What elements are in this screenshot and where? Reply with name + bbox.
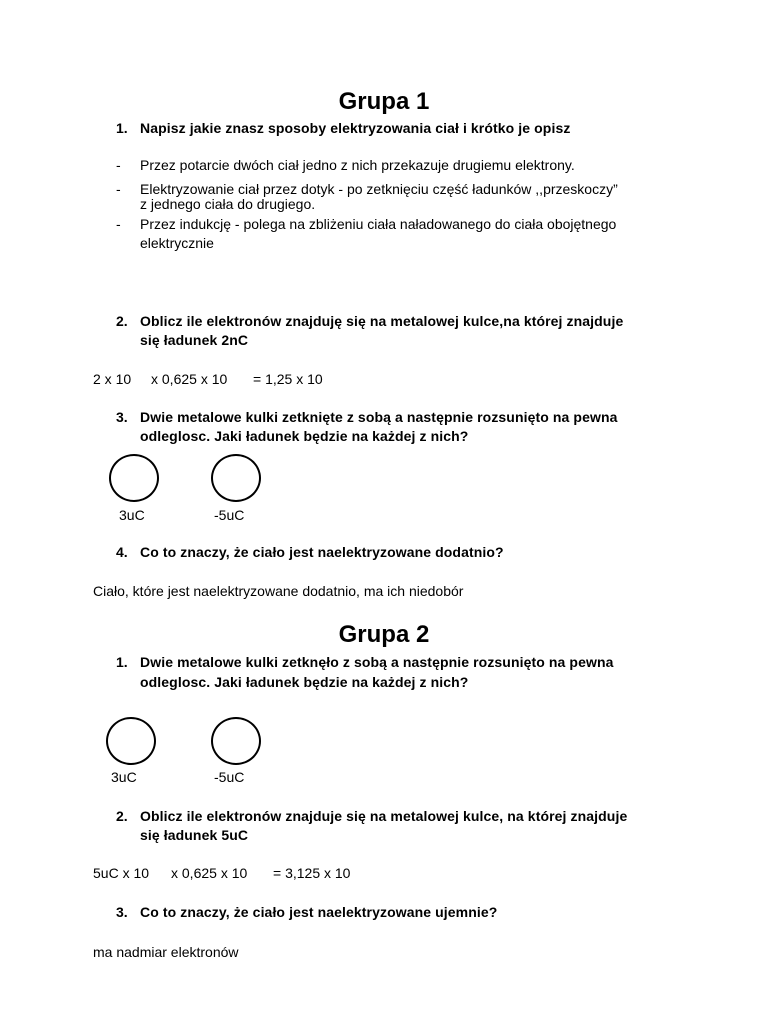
g2-q1-question-line2: odleglosc. Jaki ładunek będzie na każdej z nich?	[140, 674, 469, 690]
g2-q2-question-line1: Oblicz ile elektronów znajduje się na metalowej kulce, na której znajduje	[140, 808, 628, 824]
group2-title: Grupa 2	[338, 621, 430, 648]
g2-q3-question: Co to znaczy, że ciało jest naelektryzowane ujemnie?	[140, 904, 498, 920]
g2-ball-a-circle	[106, 717, 156, 765]
g2-q2-number: 2.	[116, 808, 128, 824]
g1-ball-b-circle	[211, 454, 261, 502]
g2-q2-question-line2: się ładunek 5uC	[140, 827, 249, 843]
g1-q1-answer3-line2: elektrycznie	[140, 235, 214, 251]
g2-q3-number: 3.	[116, 904, 128, 920]
g1-q2-answer-part2: x 0,625 x 10	[151, 371, 228, 387]
g1-ball-a-circle	[109, 454, 159, 502]
g1-q1-answer2-dash: -	[116, 181, 121, 197]
g1-q2-number: 2.	[116, 313, 128, 329]
g1-q1-answer3-line1: Przez indukcję - polega na zbliżeniu ciała naładowanego do ciała obojętnego	[140, 216, 617, 232]
g1-q1-question: Napisz jakie znasz sposoby elektryzowania ciał i krótko je opisz	[140, 120, 571, 136]
g2-q2-answer-part2: x 0,625 x 10	[171, 865, 248, 881]
g1-ball-a-charge: 3uC	[119, 507, 145, 523]
g2-ball-b-charge: -5uC	[214, 769, 245, 785]
g2-ball-b-circle	[211, 717, 261, 765]
g2-ball-a-charge: 3uC	[111, 769, 137, 785]
g1-q4-answer: Ciało, które jest naelektryzowane dodatnio, ma ich niedobór	[93, 583, 464, 599]
g1-q1-answer1-line1: Przez potarcie dwóch ciał jedno z nich przekazuje drugiemu elektrony.	[140, 157, 575, 173]
g1-q1-answer1-dash: -	[116, 157, 121, 173]
g1-q3-question-line2: odleglosc. Jaki ładunek będzie na każdej z nich?	[140, 428, 469, 444]
g1-q1-number: 1.	[116, 120, 128, 136]
g1-q4-question: Co to znaczy, że ciało jest naelektryzowane dodatnio?	[140, 544, 504, 560]
g2-q1-question-line1: Dwie metalowe kulki zetknęło z sobą a następnie rozsunięto na pewna	[140, 654, 614, 670]
group1-title: Grupa 1	[338, 88, 430, 115]
g1-ball-b-charge: -5uC	[214, 507, 245, 523]
g1-q1-answer2-line1: Elektryzowanie ciał przez dotyk - po zetknięciu część ładunków ,,przeskoczy”	[140, 181, 618, 197]
g2-q3-answer: ma nadmiar elektronów	[93, 944, 239, 960]
g1-q1-answer2-line2: z jednego ciała do drugiego.	[140, 196, 316, 212]
g2-q2-answer-part1: 5uC x 10	[93, 865, 150, 881]
g2-q2-answer-part3: = 3,125 x 10	[273, 865, 351, 881]
g1-q2-answer-part3: = 1,25 x 10	[253, 371, 323, 387]
g2-q1-number: 1.	[116, 654, 128, 670]
g1-q3-question-line1: Dwie metalowe kulki zetknięte z sobą a następnie rozsunięto na pewna	[140, 409, 618, 425]
g1-q3-number: 3.	[116, 409, 128, 425]
g1-q4-number: 4.	[116, 544, 128, 560]
g1-q2-question-line2: się ładunek 2nC	[140, 332, 249, 348]
g1-q2-question-line1: Oblicz ile elektronów znajduję się na metalowej kulce,na której znajduje	[140, 313, 624, 329]
g1-q1-answer3-dash: -	[116, 216, 121, 232]
g1-q2-answer-part1: 2 x 10	[93, 371, 132, 387]
